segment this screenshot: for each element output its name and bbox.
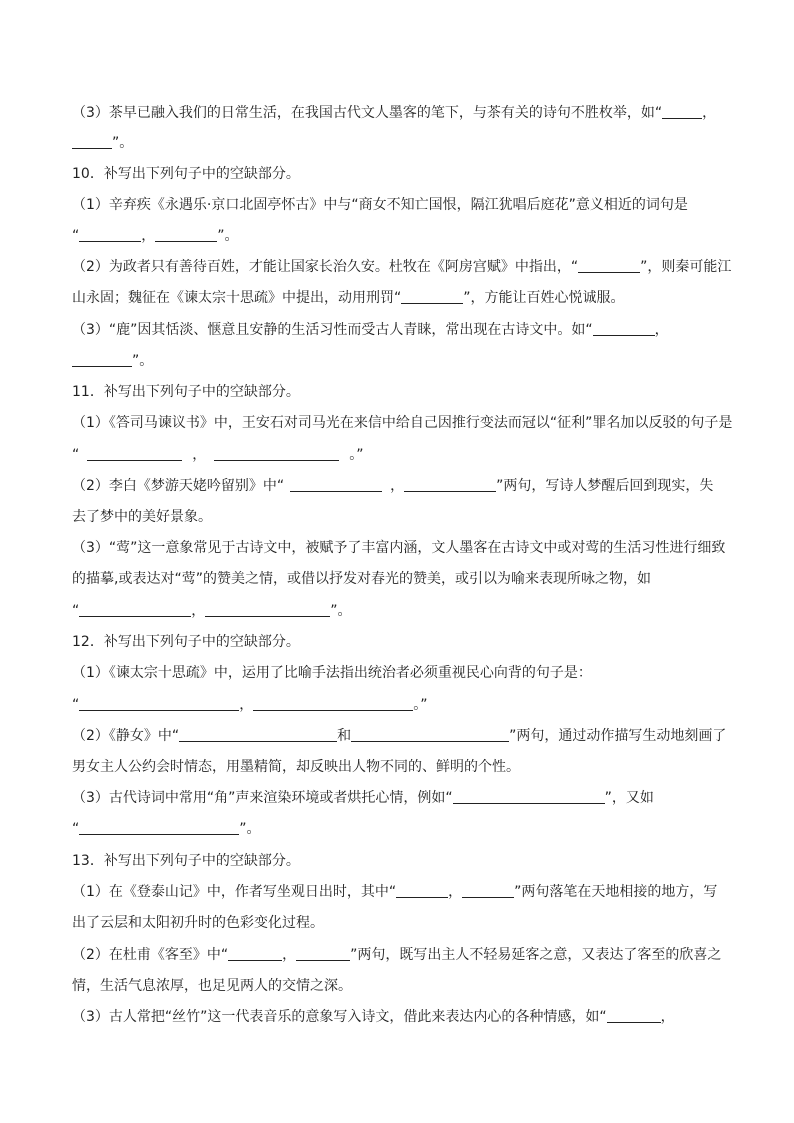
answer-blank[interactable]: [155, 227, 217, 242]
answer-blank[interactable]: [401, 289, 463, 304]
answer-blank[interactable]: [351, 727, 509, 742]
q11-item3-line3: “ ， ”。: [72, 603, 352, 619]
q11-item3-line2: 的描摹,或表达对“莺”的赞美之情，或借以抒发对春光的赞美，或引以为喻来表现所咏之物，如: [72, 571, 651, 587]
answer-blank[interactable]: [79, 227, 141, 242]
answer-blank[interactable]: [228, 946, 282, 961]
answer-blank[interactable]: [296, 946, 350, 961]
q10-item3-line2: ”。: [72, 351, 722, 371]
q12-item2-line2: 男女主人公约会时情态，用墨精简，却反映出人物不同的、鲜明的个性。: [72, 759, 520, 775]
answer-blank[interactable]: [396, 883, 448, 898]
q13-item2-line1: （2）在杜甫《客至》中“ ， ”两句，既写出主人不轻易延客之意，又表达了客至的欣喜之: [72, 947, 722, 963]
q9-item3-line2: ”。: [72, 133, 722, 153]
answer-blank[interactable]: [179, 727, 337, 742]
q11-item1-line1: （1）《答司马谏议书》中，王安石对司马光在来信中给自己因推行变法而冠以“征利”罪名加以反驳的句子是: [72, 415, 733, 431]
answer-blank[interactable]: [205, 602, 330, 617]
q10-item1-line1: （1）辛弃疾《永遇乐·京口北固亭怀古》中与“商女不知亡国恨，隔江犹唱后庭花”意义相近的词句是: [72, 197, 688, 213]
q9-item3-line1: （3）茶早已融入我们的日常生活，在我国古代文人墨客的笔下，与茶有关的诗句不胜枚举，如“ ，: [72, 105, 717, 121]
q12-item1-line1: （1）《谏太宗十思疏》中，运用了比喻手法指出统治者必须重视民心向背的句子是：: [72, 665, 592, 681]
q12-heading: 12．补写出下列句子中的空缺部分。: [72, 634, 300, 650]
answer-blank[interactable]: [253, 696, 413, 711]
q13-item1-line1: （1）在《登泰山记》中，作者写坐观日出时，其中“ ， ”两句落笔在天地相接的地方，写: [72, 884, 718, 900]
answer-blank[interactable]: [593, 321, 655, 336]
answer-blank[interactable]: [607, 1008, 661, 1023]
q11-heading: 11．补写出下列句子中的空缺部分。: [72, 384, 300, 400]
q10-item1-line2: “ ， ”。: [72, 228, 239, 244]
q10-item2-line2: 山永固；魏征在《谏太宗十思疏》中提出，动用刑罚“ ”，方能让百姓心悦诚服。: [72, 290, 625, 306]
answer-blank[interactable]: [404, 477, 496, 492]
answer-blank[interactable]: [87, 446, 182, 461]
q11-item2-line1: （2）李白《梦游天姥吟留别》中“ ， ”两句，写诗人梦醒后回到现实，失: [72, 478, 714, 494]
q11-item3-line1: （3）“莺”这一意象常见于古诗文中，被赋予了丰富内涵，文人墨客在古诗文中或对莺的生活习性进行细致: [72, 540, 726, 556]
q12-item1-line2: “ ， 。”: [72, 697, 428, 713]
answer-blank[interactable]: [79, 696, 239, 711]
answer-blank[interactable]: [578, 258, 640, 273]
q11-item1-line2: “ ， 。”: [72, 447, 364, 463]
q13-item3-line1: （3）古人常把“丝竹”这一代表音乐的意象写入诗文，借此来表达内心的各种情感，如“ ，: [72, 1009, 675, 1025]
q12-item3-line2: “ ”。: [72, 821, 261, 837]
answer-blank[interactable]: [462, 883, 514, 898]
q13-item2-line2: 情，生活气息浓厚，也足见两人的交情之深。: [72, 978, 352, 994]
answer-blank[interactable]: [79, 820, 239, 835]
q11-item2-line2: 去了梦中的美好景象。: [72, 509, 212, 525]
answer-blank[interactable]: [214, 446, 339, 461]
answer-blank[interactable]: [72, 134, 112, 149]
q12-item2-line1: （2）《静女》中“ 和 ”两句，通过动作描写生动地刻画了: [72, 728, 727, 744]
answer-blank[interactable]: [662, 104, 702, 119]
q10-item3-line1: （3）“鹿”因其恬淡、惬意且安静的生活习性而受古人青睐，常出现在古诗文中。如“ ，: [72, 322, 669, 338]
q10-heading: 10．补写出下列句子中的空缺部分。: [72, 166, 300, 182]
answer-blank[interactable]: [79, 602, 191, 617]
answer-blank[interactable]: [72, 352, 132, 367]
q13-heading: 13．补写出下列句子中的空缺部分。: [72, 853, 300, 869]
q12-item3-line1: （3）古代诗词中常用“角”声来渲染环境或者烘托心情，例如“ ”，又如: [72, 790, 654, 806]
q13-item1-line2: 出了云层和太阳初升时的色彩变化过程。: [72, 915, 324, 931]
q10-item2-line1: （2）为政者只有善待百姓，才能让国家长治久安。杜牧在《阿房宫赋》中指出，“ ”，则秦可能江: [72, 259, 732, 275]
answer-blank[interactable]: [290, 477, 382, 492]
answer-blank[interactable]: [453, 789, 605, 804]
